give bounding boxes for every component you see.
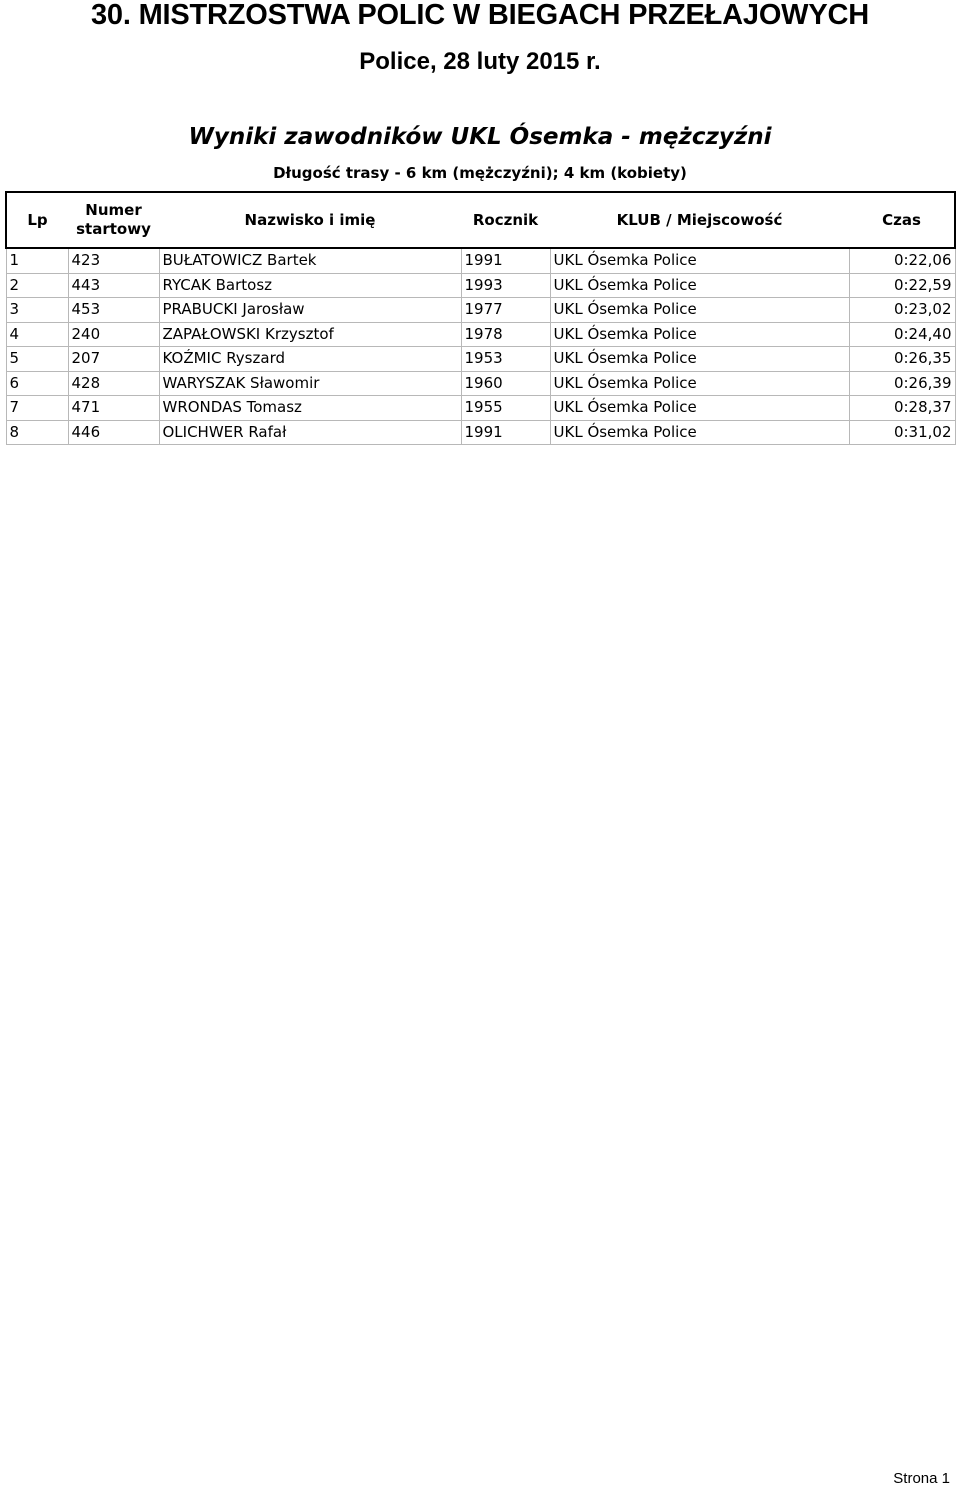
cell-lp: 1	[6, 248, 68, 273]
cell-year: 1991	[461, 420, 550, 445]
results-heading: Wyniki zawodników UKL Ósemka - mężczyźni	[188, 124, 772, 150]
table-row	[6, 420, 955, 445]
table-row	[6, 322, 955, 347]
cell-time: 0:26,39	[849, 371, 955, 396]
cell-number: 423	[68, 248, 159, 273]
event-date-location: Police, 28 luty 2015 r.	[359, 48, 601, 75]
table-row	[6, 273, 955, 298]
header-time: Czas	[849, 192, 955, 248]
table-row	[6, 248, 955, 273]
cell-year: 1978	[461, 322, 550, 347]
cell-name: OLICHWER Rafał	[159, 420, 461, 445]
header-number	[68, 192, 159, 248]
header-number-line2: startowy	[76, 220, 151, 238]
table-header-row	[6, 192, 955, 248]
cell-time: 0:23,02	[849, 298, 955, 323]
cell-club: UKL Ósemka Police	[550, 420, 849, 445]
cell-lp: 4	[6, 322, 68, 347]
cell-year: 1977	[461, 298, 550, 323]
cell-name: WRONDAS Tomasz	[159, 396, 461, 421]
cell-time: 0:26,35	[849, 347, 955, 372]
header-lp: Lp	[6, 192, 68, 248]
page-title: 30. MISTRZOSTWA POLIC W BIEGACH PRZEŁAJOWYCH	[91, 0, 869, 31]
cell-lp: 6	[6, 371, 68, 396]
cell-time: 0:22,59	[849, 273, 955, 298]
cell-number: 453	[68, 298, 159, 323]
cell-time: 0:24,40	[849, 322, 955, 347]
cell-club: UKL Ósemka Police	[550, 347, 849, 372]
cell-name: WARYSZAK Sławomir	[159, 371, 461, 396]
cell-number: 240	[68, 322, 159, 347]
cell-number: 207	[68, 347, 159, 372]
table-row	[6, 371, 955, 396]
cell-name: RYCAK Bartosz	[159, 273, 461, 298]
cell-club: UKL Ósemka Police	[550, 371, 849, 396]
cell-club: UKL Ósemka Police	[550, 396, 849, 421]
cell-number: 446	[68, 420, 159, 445]
cell-year: 1993	[461, 273, 550, 298]
header-club: KLUB / Miejscowość	[550, 192, 849, 248]
cell-name: PRABUCKI Jarosław	[159, 298, 461, 323]
cell-club: UKL Ósemka Police	[550, 298, 849, 323]
cell-year: 1991	[461, 248, 550, 273]
cell-time: 0:22,06	[849, 248, 955, 273]
page-number: Strona 1	[893, 1470, 950, 1487]
cell-year: 1953	[461, 347, 550, 372]
header-number-line1: Numer	[85, 201, 142, 219]
cell-number: 471	[68, 396, 159, 421]
cell-lp: 5	[6, 347, 68, 372]
cell-lp: 8	[6, 420, 68, 445]
cell-club: UKL Ósemka Police	[550, 322, 849, 347]
results-table	[5, 191, 956, 445]
cell-lp: 7	[6, 396, 68, 421]
table-row	[6, 396, 955, 421]
table-row	[6, 298, 955, 323]
cell-time: 0:28,37	[849, 396, 955, 421]
cell-name: BUŁATOWICZ Bartek	[159, 248, 461, 273]
table-row	[6, 347, 955, 372]
cell-year: 1960	[461, 371, 550, 396]
cell-number: 428	[68, 371, 159, 396]
cell-club: UKL Ósemka Police	[550, 248, 849, 273]
course-distance: Długość trasy - 6 km (mężczyźni); 4 km (kobiety)	[273, 164, 687, 182]
cell-name: ZAPAŁOWSKI Krzysztof	[159, 322, 461, 347]
cell-lp: 3	[6, 298, 68, 323]
header-name: Nazwisko i imię	[159, 192, 461, 248]
cell-name: KOŹMIC Ryszard	[159, 347, 461, 372]
cell-club: UKL Ósemka Police	[550, 273, 849, 298]
cell-lp: 2	[6, 273, 68, 298]
cell-time: 0:31,02	[849, 420, 955, 445]
cell-year: 1955	[461, 396, 550, 421]
cell-number: 443	[68, 273, 159, 298]
header-year: Rocznik	[461, 192, 550, 248]
